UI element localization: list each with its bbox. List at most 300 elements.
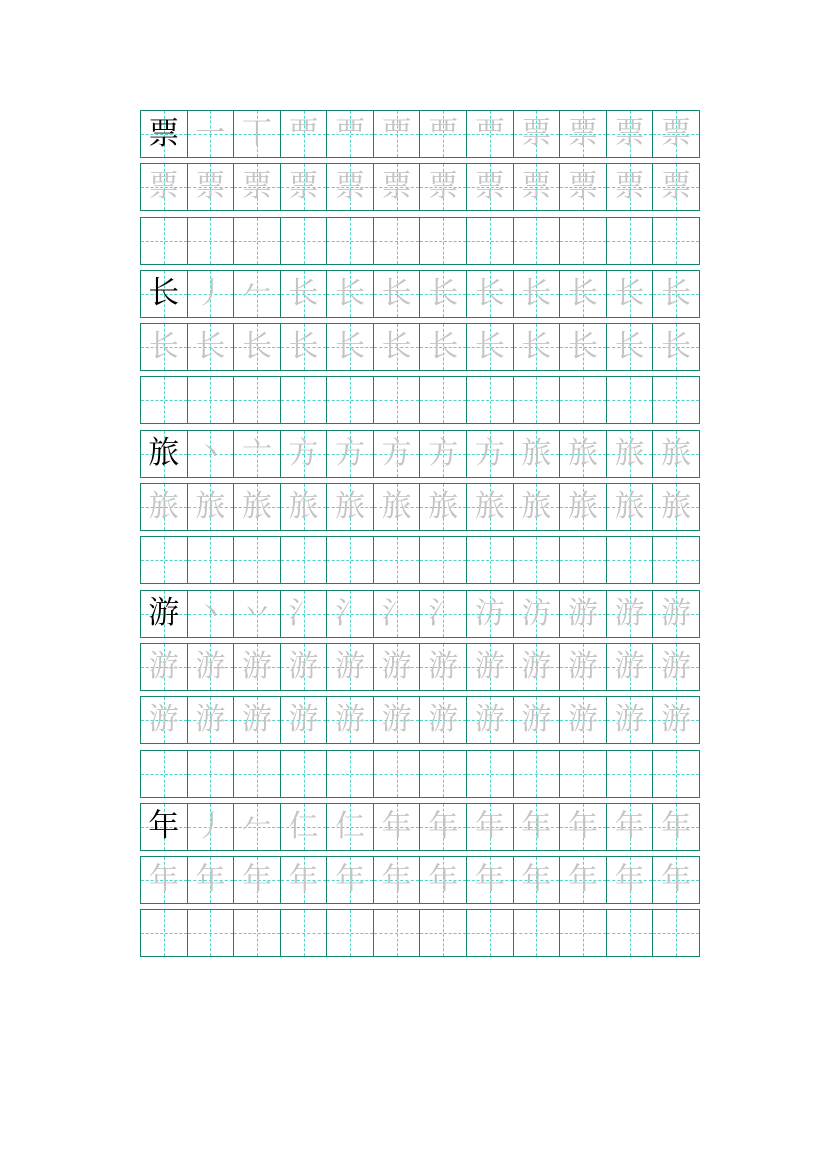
- trace-character: [374, 751, 420, 797]
- grid-cell: [467, 591, 514, 637]
- trace-character: 亠: [241, 435, 272, 471]
- grid-cell: [653, 431, 699, 477]
- trace-character: 游: [661, 648, 692, 684]
- trace-character: [607, 537, 653, 583]
- grid-cell: [514, 164, 561, 210]
- trace-character: 长: [288, 329, 319, 365]
- trace-character: [188, 751, 234, 797]
- trace-character: [653, 377, 699, 423]
- trace-character: 旅: [428, 489, 459, 525]
- stroke-order-row: [140, 270, 700, 318]
- grid-cell: [281, 910, 328, 956]
- trace-character: 方: [428, 435, 459, 471]
- trace-character: [467, 377, 513, 423]
- grid-cell: [141, 111, 188, 157]
- trace-character: [560, 377, 606, 423]
- grid-cell: [141, 751, 188, 797]
- trace-character: 票: [474, 169, 505, 205]
- trace-character: [467, 218, 513, 264]
- grid-cell: [188, 910, 235, 956]
- stroke-order-row: [140, 110, 700, 158]
- trace-character: 长: [335, 275, 366, 311]
- trace-character: 旅: [661, 489, 692, 525]
- grid-cell: [560, 537, 607, 583]
- grid-cell: [188, 164, 235, 210]
- grid-cell: [281, 857, 328, 903]
- grid-cell: [374, 377, 421, 423]
- grid-cell: [514, 537, 561, 583]
- trace-character: 旅: [567, 435, 598, 471]
- grid-cell: [467, 164, 514, 210]
- trace-character: 旅: [614, 489, 645, 525]
- grid-cell: [327, 910, 374, 956]
- trace-character: [514, 751, 560, 797]
- trace-character: 旅: [521, 435, 552, 471]
- grid-cell: [653, 857, 699, 903]
- grid-cell: [327, 164, 374, 210]
- trace-character: [281, 751, 327, 797]
- trace-character: 游: [195, 702, 226, 738]
- trace-character: 长: [148, 329, 179, 365]
- grid-cell: [281, 164, 328, 210]
- trace-character: 长: [474, 275, 505, 311]
- grid-cell: [607, 591, 654, 637]
- trace-character: 旅: [661, 435, 692, 471]
- trace-character: 长: [614, 275, 645, 311]
- trace-character: 长: [288, 275, 319, 311]
- trace-character: 年: [335, 862, 366, 898]
- grid-cell: [514, 910, 561, 956]
- grid-cell: [653, 804, 699, 850]
- grid-cell: [327, 218, 374, 264]
- trace-character: 丷: [241, 595, 272, 631]
- grid-cell: [281, 324, 328, 370]
- trace-character: [281, 537, 327, 583]
- trace-character: 覀: [381, 116, 412, 151]
- trace-character: 票: [614, 169, 645, 205]
- grid-cell: [281, 484, 328, 530]
- trace-character: 游: [195, 648, 226, 684]
- grid-cell: [653, 697, 699, 743]
- trace-character: [141, 377, 187, 423]
- trace-character: 年: [241, 862, 272, 898]
- trace-character: 年: [381, 808, 412, 844]
- blank-row: [140, 750, 700, 798]
- grid-cell: [188, 751, 235, 797]
- grid-cell: [420, 697, 467, 743]
- grid-cell: [141, 484, 188, 530]
- grid-cell: [607, 804, 654, 850]
- trace-character: [141, 218, 187, 264]
- trace-character: [327, 218, 373, 264]
- trace-character: 票: [148, 169, 179, 205]
- grid-cell: [467, 271, 514, 317]
- trace-character: [653, 218, 699, 264]
- trace-character: 旅: [521, 489, 552, 525]
- trace-character: 方: [381, 435, 412, 471]
- grid-cell: [327, 111, 374, 157]
- trace-character: 长: [521, 329, 552, 365]
- grid-cell: [514, 377, 561, 423]
- trace-character: 游: [148, 702, 179, 738]
- trace-character: 长: [567, 329, 598, 365]
- trace-character: 年: [521, 808, 552, 844]
- grid-cell: [374, 484, 421, 530]
- trace-character: 仁: [335, 808, 366, 844]
- grid-cell: [188, 697, 235, 743]
- grid-cell: [374, 537, 421, 583]
- trace-character: 旅: [474, 489, 505, 525]
- trace-character: [420, 751, 466, 797]
- model-character: 年: [148, 808, 180, 845]
- trace-character: 游: [474, 648, 505, 684]
- trace-character: 游: [288, 702, 319, 738]
- trace-character: [327, 910, 373, 956]
- grid-cell: [420, 537, 467, 583]
- grid-cell: [374, 644, 421, 690]
- trace-character: 游: [381, 648, 412, 684]
- trace-character: 长: [567, 275, 598, 311]
- trace-character: 年: [567, 808, 598, 844]
- trace-character: 覀: [428, 116, 459, 151]
- grid-cell: [514, 484, 561, 530]
- trace-character: 覀: [288, 116, 319, 151]
- grid-cell: [560, 804, 607, 850]
- grid-cell: [560, 857, 607, 903]
- grid-cell: [327, 377, 374, 423]
- grid-cell: [234, 111, 281, 157]
- grid-cell: [420, 111, 467, 157]
- grid-cell: [653, 271, 699, 317]
- trace-character: [374, 377, 420, 423]
- trace-character: [327, 377, 373, 423]
- grid-cell: [234, 644, 281, 690]
- grid-cell: [234, 377, 281, 423]
- trace-character: 覀: [474, 116, 505, 151]
- trace-character: 长: [335, 329, 366, 365]
- grid-cell: [467, 431, 514, 477]
- grid-cell: [653, 591, 699, 637]
- trace-character: [374, 910, 420, 956]
- trace-character: [234, 751, 280, 797]
- trace-character: 游: [288, 648, 319, 684]
- grid-cell: [188, 431, 235, 477]
- trace-character: [234, 910, 280, 956]
- grid-cell: [514, 591, 561, 637]
- trace-character: 旅: [195, 489, 226, 525]
- trace-character: [560, 537, 606, 583]
- trace-character: 游: [381, 702, 412, 738]
- stroke-order-row: [140, 803, 700, 851]
- grid-cell: [234, 697, 281, 743]
- grid-cell: [467, 377, 514, 423]
- grid-cell: [514, 111, 561, 157]
- model-character: 票: [148, 115, 180, 152]
- trace-character: 票: [521, 116, 552, 151]
- grid-cell: [560, 377, 607, 423]
- trace-character: 年: [148, 862, 179, 898]
- trace-character: [467, 537, 513, 583]
- grid-cell: [374, 804, 421, 850]
- trace-character: 长: [428, 329, 459, 365]
- grid-cell: [467, 751, 514, 797]
- trace-character: 票: [381, 169, 412, 205]
- trace-character: [234, 377, 280, 423]
- grid-cell: [607, 111, 654, 157]
- grid-cell: [374, 857, 421, 903]
- grid-cell: [281, 431, 328, 477]
- grid-cell: [514, 857, 561, 903]
- grid-cell: [234, 484, 281, 530]
- grid-cell: [327, 751, 374, 797]
- grid-cell: [514, 271, 561, 317]
- grid-cell: [420, 431, 467, 477]
- grid-cell: [420, 910, 467, 956]
- grid-cell: [234, 537, 281, 583]
- trace-character: 游: [521, 702, 552, 738]
- grid-cell: [234, 751, 281, 797]
- grid-cell: [467, 111, 514, 157]
- grid-cell: [188, 804, 235, 850]
- trace-character: [141, 910, 187, 956]
- trace-character: [560, 910, 606, 956]
- trace-character: 年: [428, 862, 459, 898]
- trace-character: [188, 537, 234, 583]
- grid-cell: [560, 697, 607, 743]
- trace-character: 游: [148, 648, 179, 684]
- grid-cell: [607, 697, 654, 743]
- grid-cell: [141, 537, 188, 583]
- trace-character: 氵: [428, 595, 459, 631]
- grid-cell: [607, 644, 654, 690]
- trace-character: [653, 751, 699, 797]
- grid-cell: [141, 857, 188, 903]
- trace-character: 票: [288, 169, 319, 205]
- grid-cell: [607, 431, 654, 477]
- trace-character: [514, 218, 560, 264]
- trace-row: [140, 323, 700, 371]
- trace-character: 票: [335, 169, 366, 205]
- trace-character: 年: [381, 862, 412, 898]
- grid-cell: [467, 697, 514, 743]
- grid-cell: [653, 484, 699, 530]
- grid-cell: [374, 111, 421, 157]
- grid-cell: [607, 271, 654, 317]
- trace-character: 旅: [614, 435, 645, 471]
- grid-cell: [560, 910, 607, 956]
- grid-cell: [560, 484, 607, 530]
- grid-cell: [374, 164, 421, 210]
- trace-character: [281, 377, 327, 423]
- trace-character: 覀: [335, 116, 366, 151]
- trace-row: [140, 856, 700, 904]
- grid-cell: [420, 324, 467, 370]
- trace-character: 年: [614, 862, 645, 898]
- grid-cell: [607, 751, 654, 797]
- trace-character: 年: [288, 862, 319, 898]
- blank-row: [140, 909, 700, 957]
- trace-character: 长: [428, 275, 459, 311]
- grid-cell: [653, 111, 699, 157]
- grid-cell: [234, 324, 281, 370]
- trace-character: 游: [335, 648, 366, 684]
- model-character: 游: [148, 595, 180, 632]
- grid-cell: [467, 644, 514, 690]
- grid-cell: [560, 111, 607, 157]
- grid-cell: [188, 484, 235, 530]
- grid-cell: [560, 164, 607, 210]
- grid-cell: [281, 697, 328, 743]
- trace-character: [188, 910, 234, 956]
- grid-cell: [607, 484, 654, 530]
- grid-cell: [420, 857, 467, 903]
- trace-character: 旅: [148, 489, 179, 525]
- trace-character: 年: [614, 808, 645, 844]
- grid-cell: [653, 910, 699, 956]
- trace-character: 长: [381, 275, 412, 311]
- trace-character: 长: [241, 329, 272, 365]
- trace-character: 氵: [381, 595, 412, 631]
- grid-cell: [234, 857, 281, 903]
- trace-character: 游: [428, 702, 459, 738]
- trace-row: [140, 163, 700, 211]
- grid-cell: [420, 751, 467, 797]
- trace-character: 旅: [567, 489, 598, 525]
- trace-character: [420, 377, 466, 423]
- trace-character: 𠂉: [241, 275, 272, 311]
- grid-cell: [374, 431, 421, 477]
- grid-cell: [188, 857, 235, 903]
- trace-character: 游: [521, 648, 552, 684]
- grid-cell: [188, 377, 235, 423]
- grid-cell: [141, 324, 188, 370]
- grid-cell: [327, 431, 374, 477]
- trace-character: 游: [614, 648, 645, 684]
- grid-cell: [420, 271, 467, 317]
- grid-cell: [327, 324, 374, 370]
- grid-cell: [653, 644, 699, 690]
- grid-cell: [188, 271, 235, 317]
- trace-character: [188, 218, 234, 264]
- stroke-order-row: [140, 590, 700, 638]
- grid-cell: [281, 377, 328, 423]
- trace-character: 年: [567, 862, 598, 898]
- grid-cell: [420, 218, 467, 264]
- grid-cell: [653, 218, 699, 264]
- trace-character: 票: [661, 116, 692, 151]
- trace-character: 𠂉: [241, 808, 272, 844]
- grid-cell: [141, 218, 188, 264]
- trace-character: 游: [241, 702, 272, 738]
- grid-cell: [467, 484, 514, 530]
- grid-cell: [188, 644, 235, 690]
- grid-cell: [188, 218, 235, 264]
- grid-cell: [467, 537, 514, 583]
- grid-cell: [420, 377, 467, 423]
- trace-character: [514, 910, 560, 956]
- trace-character: 游: [567, 648, 598, 684]
- trace-character: 票: [195, 169, 226, 205]
- trace-character: [420, 218, 466, 264]
- grid-cell: [141, 804, 188, 850]
- grid-cell: [374, 324, 421, 370]
- trace-character: 游: [428, 648, 459, 684]
- grid-cell: [281, 271, 328, 317]
- trace-row: [140, 483, 700, 531]
- trace-character: [374, 537, 420, 583]
- trace-character: 票: [567, 169, 598, 205]
- trace-character: [234, 218, 280, 264]
- grid-cell: [141, 164, 188, 210]
- trace-character: [420, 910, 466, 956]
- trace-character: 长: [521, 275, 552, 311]
- grid-cell: [514, 218, 561, 264]
- trace-character: 方: [474, 435, 505, 471]
- trace-character: 游: [567, 595, 598, 631]
- trace-character: [607, 377, 653, 423]
- trace-character: [560, 218, 606, 264]
- grid-cell: [560, 431, 607, 477]
- trace-character: [607, 218, 653, 264]
- trace-character: 汸: [521, 595, 552, 631]
- trace-character: 年: [661, 808, 692, 844]
- grid-cell: [560, 271, 607, 317]
- trace-character: 游: [661, 595, 692, 631]
- grid-cell: [234, 271, 281, 317]
- grid-cell: [514, 324, 561, 370]
- grid-cell: [374, 591, 421, 637]
- trace-character: 氵: [288, 595, 319, 631]
- grid-cell: [467, 324, 514, 370]
- trace-character: 游: [474, 702, 505, 738]
- grid-cell: [281, 591, 328, 637]
- trace-character: 长: [381, 329, 412, 365]
- trace-character: 票: [614, 116, 645, 151]
- grid-cell: [420, 804, 467, 850]
- grid-cell: [374, 697, 421, 743]
- trace-character: [281, 218, 327, 264]
- trace-character: 游: [614, 595, 645, 631]
- trace-character: 丶: [195, 595, 226, 631]
- grid-cell: [141, 910, 188, 956]
- grid-cell: [653, 164, 699, 210]
- grid-cell: [607, 164, 654, 210]
- grid-cell: [281, 751, 328, 797]
- trace-character: 年: [661, 862, 692, 898]
- grid-cell: [514, 751, 561, 797]
- grid-cell: [607, 324, 654, 370]
- grid-cell: [374, 751, 421, 797]
- grid-cell: [420, 591, 467, 637]
- trace-character: 长: [474, 329, 505, 365]
- trace-character: 年: [474, 862, 505, 898]
- grid-cell: [234, 591, 281, 637]
- trace-character: [374, 218, 420, 264]
- trace-character: 长: [661, 275, 692, 311]
- trace-character: [607, 751, 653, 797]
- trace-character: 长: [195, 329, 226, 365]
- trace-character: [514, 537, 560, 583]
- grid-cell: [141, 697, 188, 743]
- grid-cell: [607, 910, 654, 956]
- blank-row: [140, 217, 700, 265]
- grid-cell: [374, 271, 421, 317]
- grid-cell: [653, 324, 699, 370]
- trace-character: [327, 537, 373, 583]
- grid-cell: [141, 591, 188, 637]
- model-character: 旅: [148, 435, 180, 472]
- grid-cell: [141, 271, 188, 317]
